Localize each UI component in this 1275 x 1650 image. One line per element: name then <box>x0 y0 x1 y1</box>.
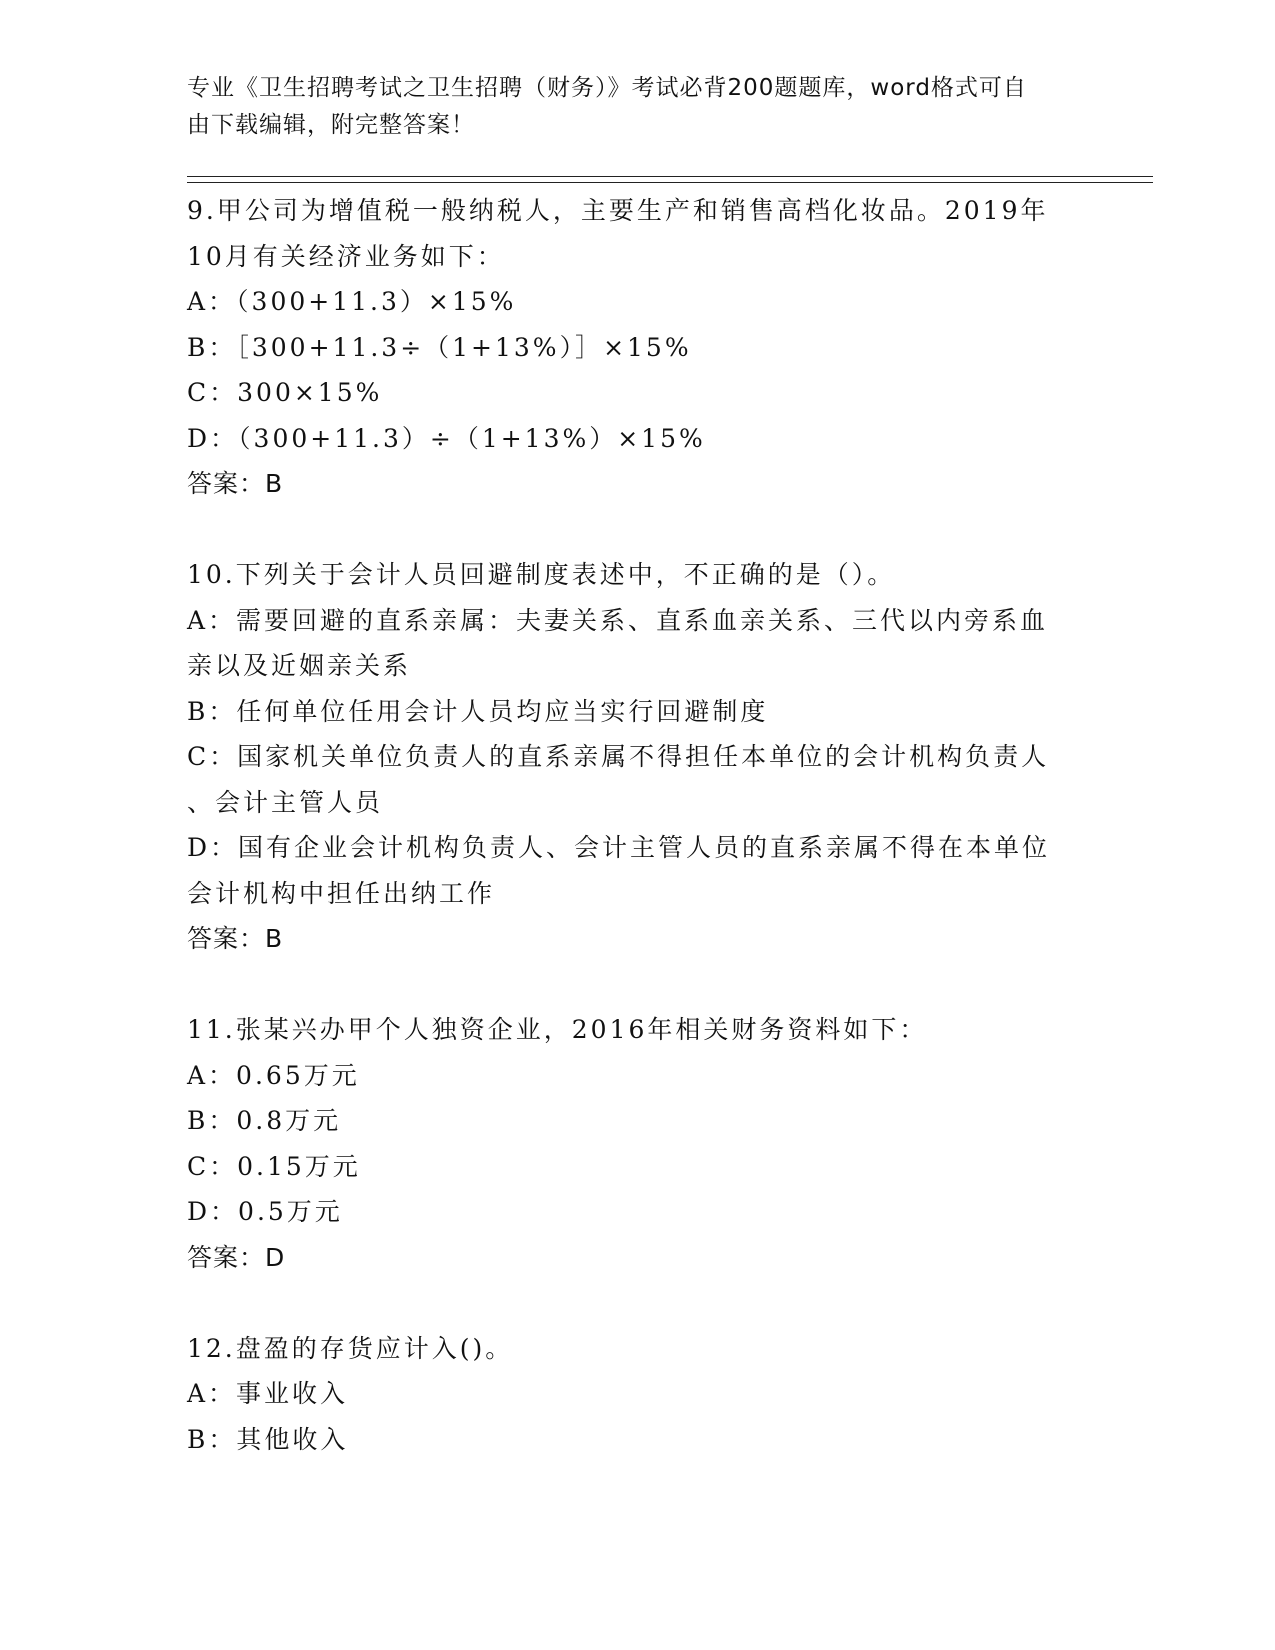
option-line: B：［300+11.3÷（1+13%）］×15% <box>187 332 692 362</box>
question-block <box>187 552 1087 962</box>
header-line-1: 专业《卫生招聘考试之卫生招聘（财务）》考试必背200题题库，word格式可自 <box>187 75 1027 101</box>
question-stem-line: 10.下列关于会计人员回避制度表述中，不正确的是（）。 <box>187 560 896 589</box>
header-line-2: 由下载编辑，附完整答案！ <box>187 112 475 138</box>
document-header <box>187 70 1067 144</box>
question-stem-line: 9.甲公司为增值税一般纳税人，主要生产和销售高档化妆品。2019年 <box>187 196 1049 225</box>
option-line: 亲以及近姻亲关系 <box>187 651 412 680</box>
option-line: 会计机构中担任出纳工作 <box>187 878 496 908</box>
question-stem-line: 11.张某兴办甲个人独资企业，2016年相关财务资料如下： <box>187 1015 928 1044</box>
option-line: 、会计主管人员 <box>187 787 384 817</box>
question-block <box>187 1007 1087 1280</box>
question-block <box>187 188 1087 507</box>
option-line: B：任何单位任用会计人员均应当实行回避制度 <box>187 696 769 726</box>
answer-line: 答案：D <box>187 1242 286 1272</box>
question-list <box>187 188 1087 1462</box>
answer-line: 答案：B <box>187 924 284 953</box>
option-line: D：（300+11.3）÷（1+13%）×15% <box>187 423 706 453</box>
option-line: A：事业收入 <box>187 1379 349 1408</box>
answer-line: 答案：B <box>187 469 284 498</box>
option-line: D：国有企业会计机构负责人、会计主管人员的直系亲属不得在本单位 <box>187 833 1051 862</box>
option-line: D：0.5万元 <box>187 1197 343 1226</box>
option-line: A：0.65万元 <box>187 1060 360 1090</box>
header-divider-top <box>187 176 1153 177</box>
option-line: A：（300+11.3）×15% <box>187 287 517 316</box>
option-line: B：0.8万元 <box>187 1106 342 1135</box>
option-line: A：需要回避的直系亲属：夫妻关系、直系血亲关系、三代以内旁系血 <box>187 605 1049 635</box>
option-line: B：其他收入 <box>187 1424 349 1454</box>
option-line: C：300×15% <box>187 378 383 407</box>
question-block <box>187 1326 1087 1463</box>
question-stem-line: 10月有关经济业务如下： <box>187 241 505 271</box>
header-divider-bottom <box>187 182 1153 183</box>
option-line: C：0.15万元 <box>187 1151 361 1181</box>
question-stem-line: 12.盘盈的存货应计入()。 <box>187 1333 514 1363</box>
option-line: C：国家机关单位负责人的直系亲属不得担任本单位的会计机构负责人 <box>187 742 1050 771</box>
